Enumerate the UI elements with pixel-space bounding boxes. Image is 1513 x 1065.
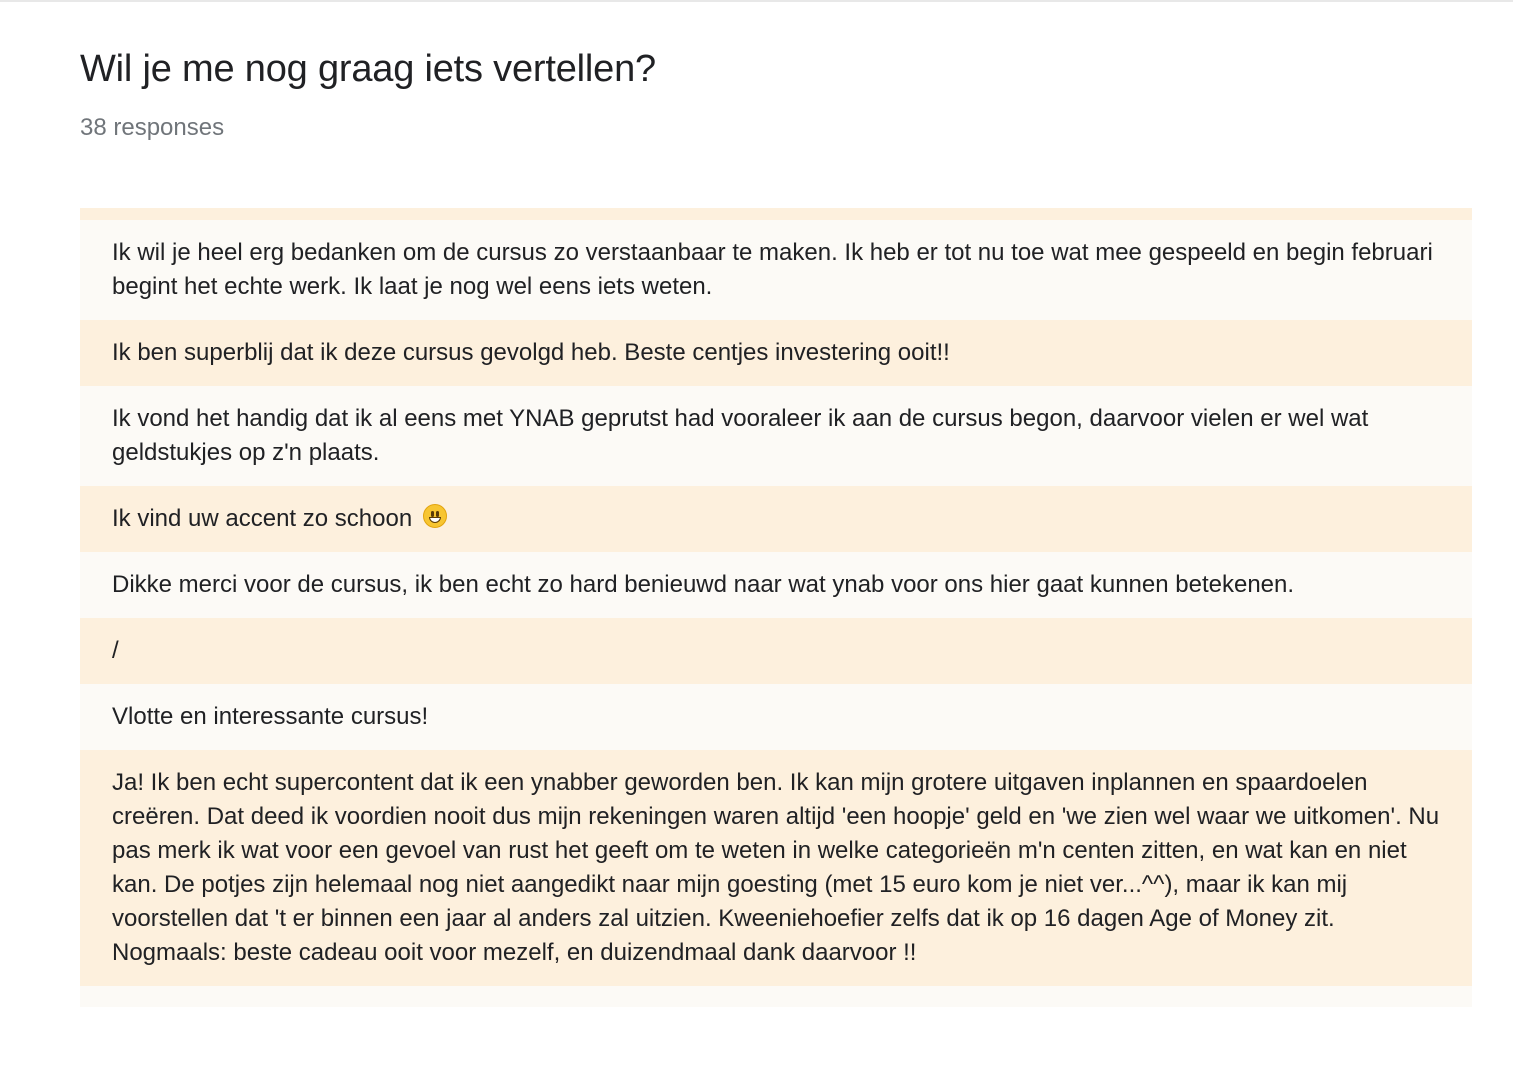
response-text: Ik vond het handig dat ik al eens met YNAB geprutst had vooraleer ik aan de cursus begon, daarvoor vielen er wel wat geldstukjes op z'n plaats. bbox=[112, 405, 1369, 466]
response-text: / bbox=[112, 637, 119, 664]
grinning-face-emoji-icon bbox=[423, 504, 447, 528]
question-title: Wil je me nog graag iets vertellen? bbox=[80, 48, 656, 90]
response-text: Vlotte en interessante cursus! bbox=[112, 703, 429, 730]
response-row bbox=[80, 386, 1472, 486]
response-text: Ik ben superblij dat ik deze cursus gevolgd heb. Beste centjes investering ooit!! bbox=[112, 339, 950, 366]
response-text: Ja! Ik ben echt supercontent dat ik een ynabber geworden ben. Ik kan mijn grotere uitgaven inplannen en spaardoelen creëren. Dat deed ik voordien nooit dus mijn rekeningen waren altijd 'een hoopje' geld en 'we zien wel waar we uitkomen'. Nu pas merk ik wat voor een gevoel van rust het geeft om te weten in welke categorieën m'n centen zitten, en wat kan en niet kan. De potjes zijn helemaal nog niet aangedikt naar mijn goesting (met 15 euro kom je niet ver...^^), maar ik kan mij voorstellen dat 't er binnen een jaar al anders zal uitzien. Kweeniehoefier zelfs dat ik op 16 dagen Age of Money zit. Nogmaals: beste cadeau ooit voor mezelf, en duizendmaal dank daarvoor !! bbox=[112, 769, 1440, 966]
list-top-padding bbox=[80, 208, 1472, 220]
response-row bbox=[80, 618, 1472, 684]
response-row-partial bbox=[80, 986, 1472, 1007]
response-row bbox=[80, 750, 1472, 986]
responses-list[interactable] bbox=[80, 208, 1472, 1007]
response-row bbox=[80, 320, 1472, 386]
response-text: Ik vind uw accent zo schoon bbox=[112, 505, 413, 532]
response-row bbox=[80, 552, 1472, 618]
top-divider bbox=[0, 0, 1513, 2]
response-text: Dikke merci voor de cursus, ik ben echt zo hard benieuwd naar wat ynab voor ons hier gaat kunnen betekenen. bbox=[112, 571, 1295, 598]
response-row bbox=[80, 486, 1472, 552]
response-row bbox=[80, 684, 1472, 750]
response-row bbox=[80, 220, 1472, 320]
response-text: Ik wil je heel erg bedanken om de cursus zo verstaanbaar te maken. Ik heb er tot nu toe wat mee gespeeld en begin februari begint het echte werk. Ik laat je nog wel eens iets weten. bbox=[112, 239, 1433, 300]
response-count: 38 responses bbox=[80, 114, 225, 141]
